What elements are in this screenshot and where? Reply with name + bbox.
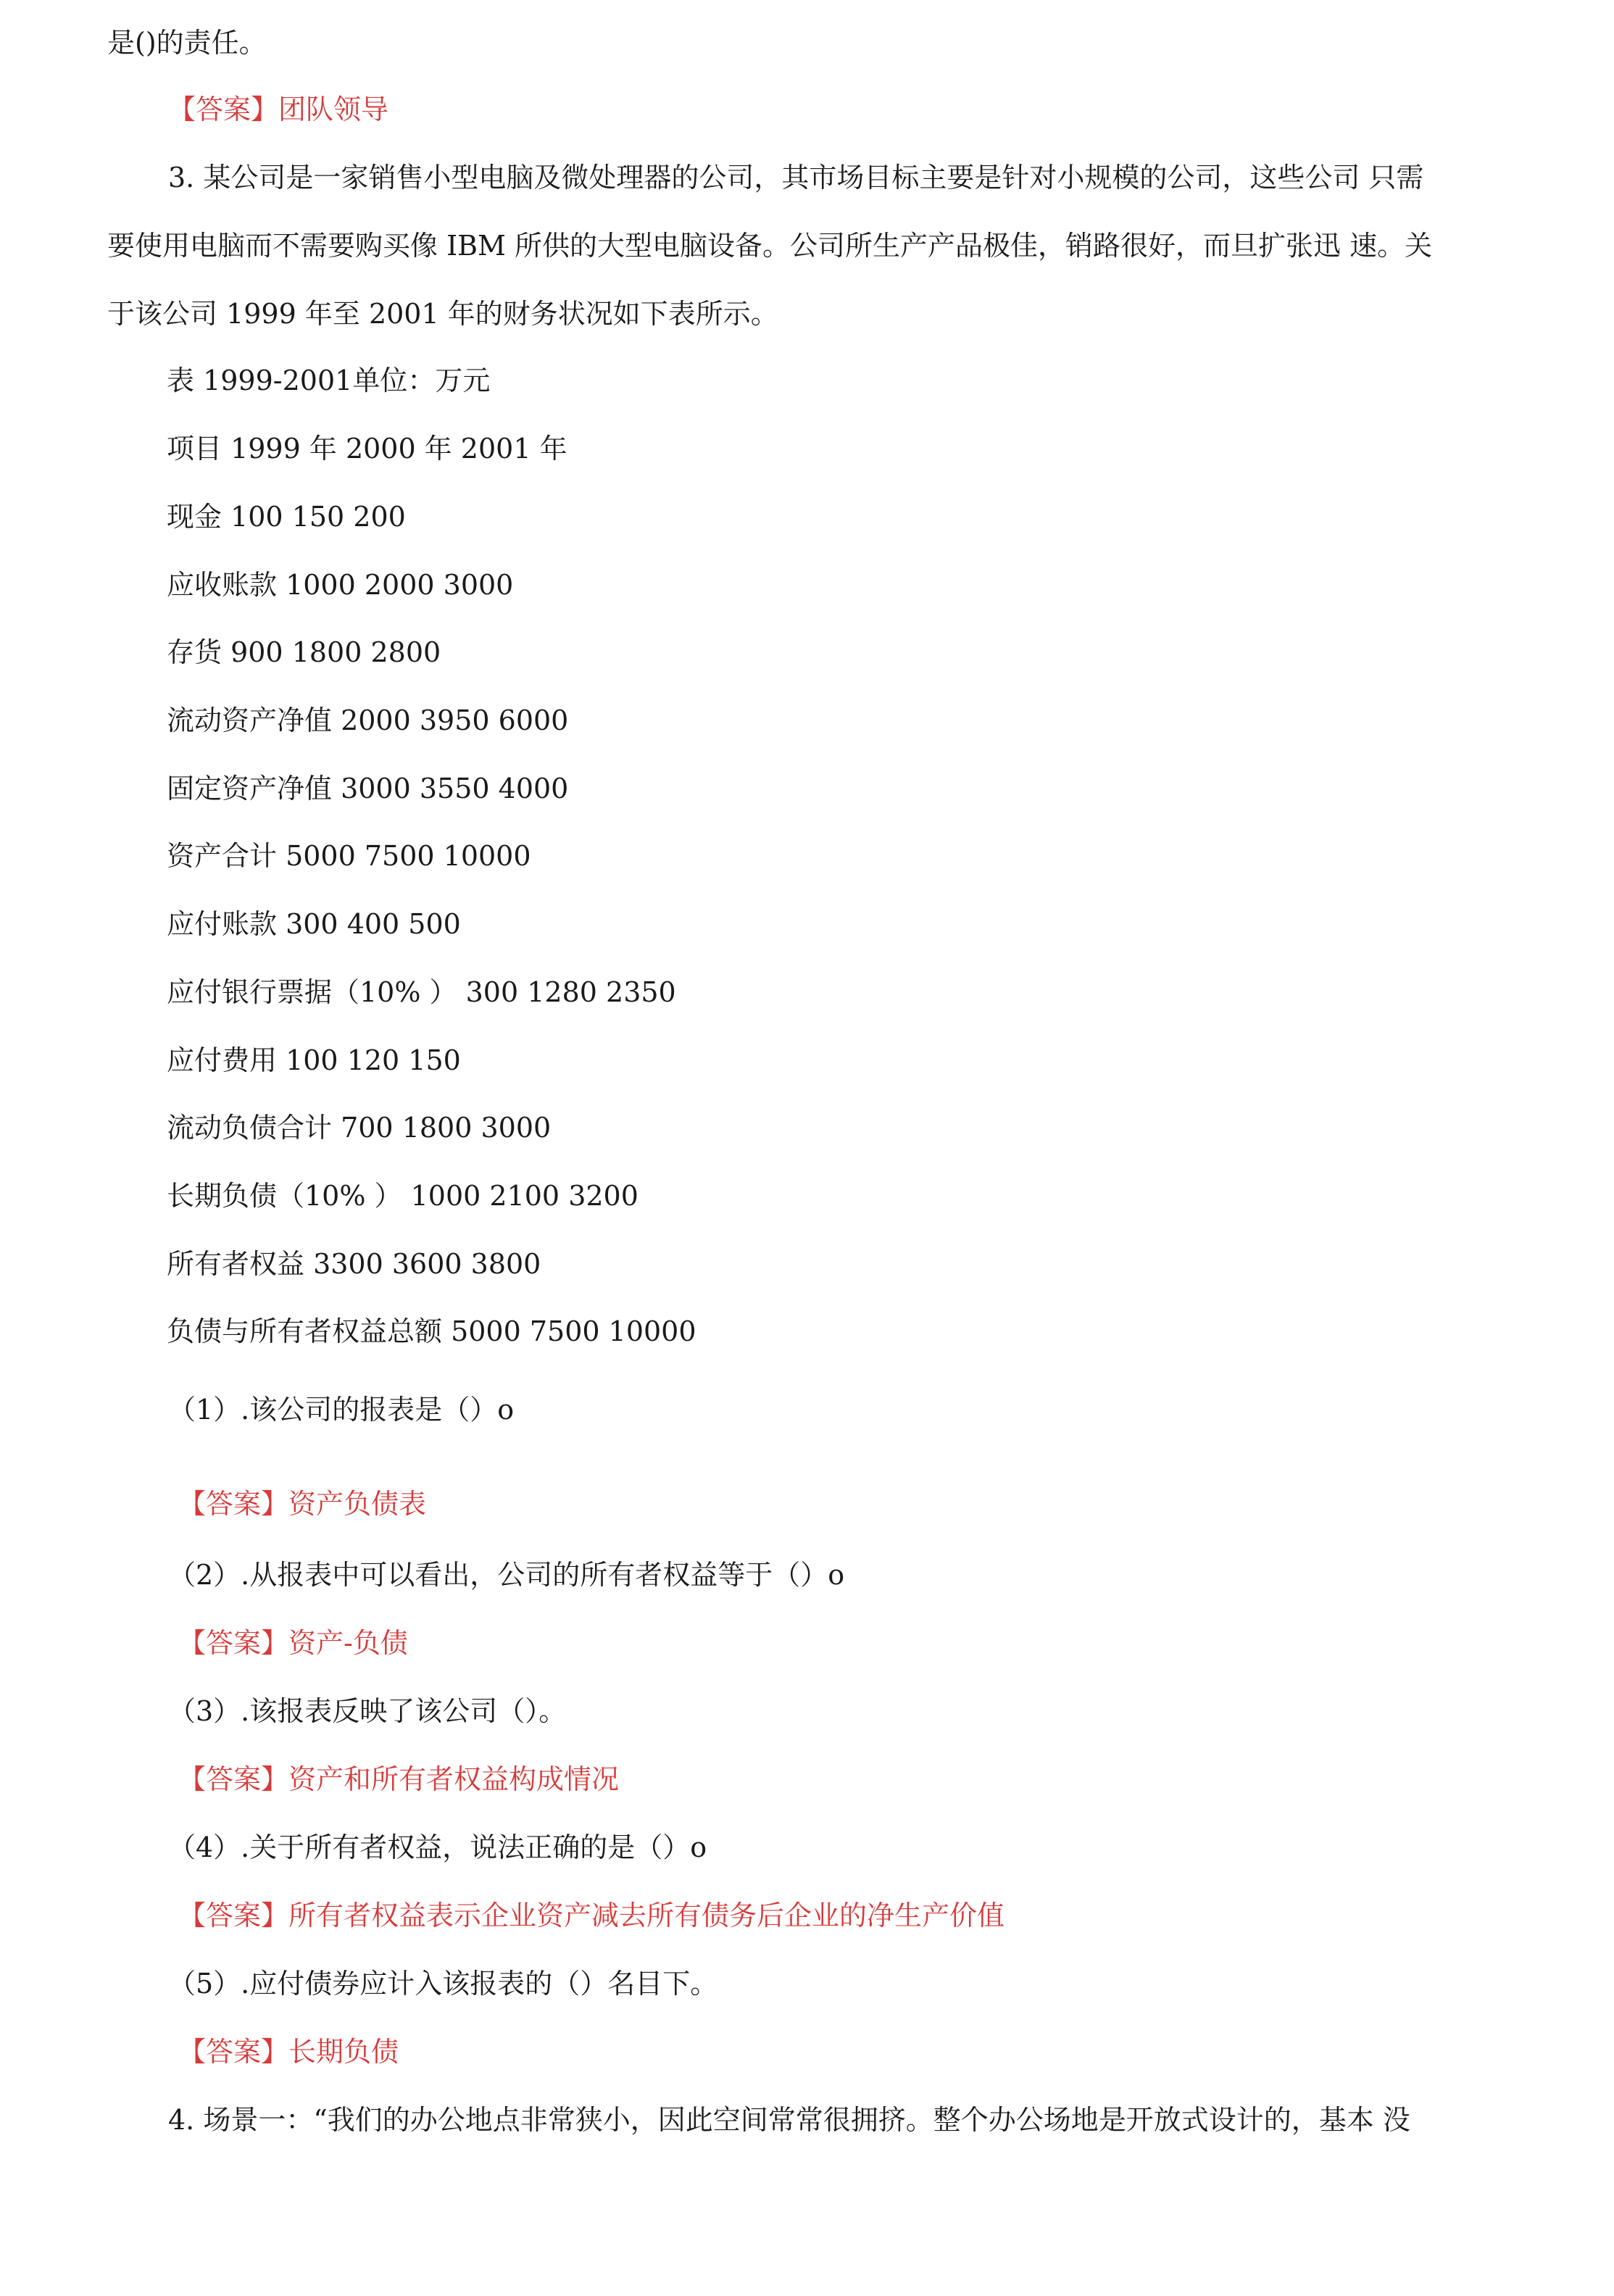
text-line: 是()的责任。 (107, 27, 267, 59)
table-row: 长期负债（10% ） 1000 2100 3200 (167, 1180, 638, 1212)
table-row: 应收账款 1000 2000 3000 (167, 569, 514, 601)
question-3-line-2: 要使用电脑而不需要购买像 IBM 所供的大型电脑设备。公司所生产产品极佳，销路很好，而旦扩张迅 速。关 (107, 230, 1433, 262)
answer-line: 【答案】资产和所有者权益构成情况 (178, 1763, 620, 1795)
table-row: 存货 900 1800 2800 (167, 636, 441, 668)
answer-line: 【答案】长期负债 (178, 2036, 399, 2068)
table-row: 流动负债合计 700 1800 3000 (167, 1112, 552, 1144)
sub-question: （2）.从报表中可以看出，公司的所有者权益等于（）o (168, 1559, 845, 1591)
answer-line: 【答案】资产-负债 (178, 1627, 408, 1659)
question-3-line-3: 于该公司 1999 年至 2001 年的财务状况如下表所示。 (107, 298, 778, 330)
sub-question: （1）.该公司的报表是（）o (168, 1394, 515, 1426)
table-row: 流动资产净值 2000 3950 6000 (167, 704, 569, 736)
answer-line: 【答案】所有者权益表示企业资产减去所有债务后企业的净生产价值 (178, 1900, 1005, 1931)
sub-question: （4）.关于所有者权益，说法正确的是（）o (168, 1831, 707, 1863)
table-row: 负债与所有者权益总额 5000 7500 10000 (167, 1315, 696, 1347)
table-row: 应付银行票据（10% ） 300 1280 2350 (167, 976, 676, 1008)
question-3-line-1: 3. 某公司是一家销售小型电脑及微处理器的公司，其市场目标主要是针对小规模的公司，这些公司 只需 (168, 162, 1424, 194)
table-row: 应付账款 300 400 500 (167, 908, 461, 940)
table-row: 固定资产净值 3000 3550 4000 (167, 773, 569, 804)
table-row: 资产合计 5000 7500 10000 (167, 840, 531, 872)
table-row: 所有者权益 3300 3600 3800 (167, 1248, 541, 1280)
table-header: 项目 1999 年 2000 年 2001 年 (167, 433, 567, 465)
sub-question: （5）.应付债券应计入该报表的（）名目下。 (168, 1968, 718, 2000)
table-row: 现金 100 150 200 (167, 501, 406, 533)
answer-line: 【答案】资产负债表 (178, 1488, 427, 1520)
table-row: 应付费用 100 120 150 (167, 1044, 461, 1076)
sub-question: （3）.该报表反映了该公司（）。 (168, 1695, 567, 1727)
question-4-line-1: 4. 场景一：“我们的办公地点非常狭小，因此空间常常很拥挤。整个办公场地是开放式设计的，基本 没 (168, 2104, 1410, 2136)
answer-line: 【答案】团队领导 (168, 93, 389, 125)
table-title: 表 1999-2001单位：万元 (167, 365, 491, 396)
